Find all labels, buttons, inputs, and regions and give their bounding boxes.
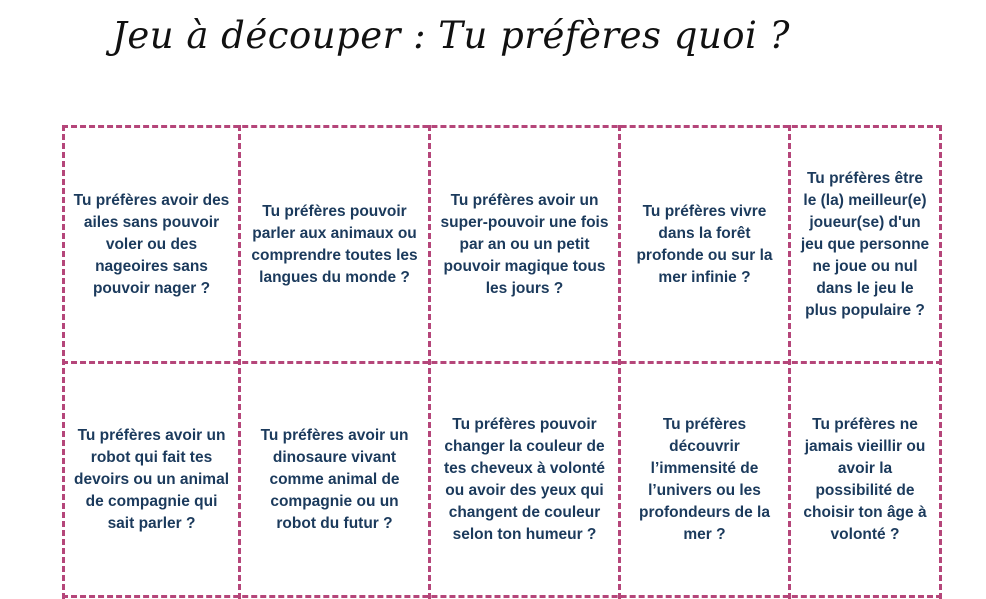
card-2: Tu préfères pouvoir parler aux animaux ou comprendre toutes les langues du monde ?	[251, 202, 418, 286]
cut-line-horizontal	[62, 595, 942, 598]
card-grid	[62, 125, 942, 599]
card-3: Tu préfères avoir un super-pouvoir une fois par an ou un petit pouvoir magique tous les jours ?	[440, 191, 609, 297]
card-6: Tu préfères avoir un robot qui fait tes devoirs ou un animal de compagnie qui sait parler ?	[73, 426, 230, 532]
card-5: Tu préfères être le (la) meilleur(e) joueur(se) d'un jeu que personne ne joue ou nul dans le jeu le plus populaire ?	[800, 169, 930, 319]
card-7: Tu préfères avoir un dinosaure vivant comme animal de compagnie ou un robot du futur ?	[260, 426, 409, 532]
card-4: Tu préfères vivre dans la forêt profonde ou sur la mer infinie ?	[636, 202, 773, 286]
card-1: Tu préfères avoir des ailes sans pouvoir voler ou des nageoires sans pouvoir nager ?	[73, 191, 230, 297]
card-8: Tu préfères pouvoir changer la couleur de tes cheveux à volonté ou avoir des yeux qui changent de couleur selon ton humeur ?	[443, 415, 606, 543]
page-title: Jeu à découper : Tu préfères quoi ?	[112, 14, 790, 57]
card-9: Tu préfères découvrir l’immensité de l’univers ou les profondeurs de la mer ?	[639, 415, 770, 543]
card-10: Tu préfères ne jamais vieillir ou avoir la possibilité de choisir ton âge à volonté ?	[803, 415, 927, 543]
